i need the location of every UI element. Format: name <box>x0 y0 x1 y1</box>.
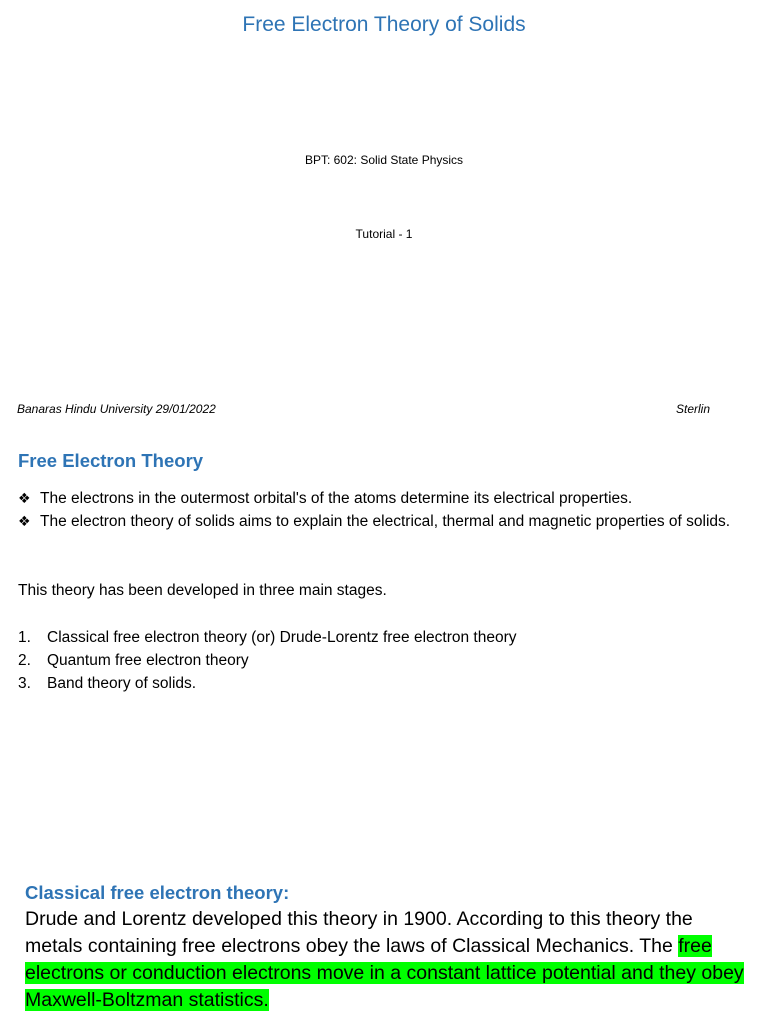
list-number: 3. <box>18 675 31 692</box>
footer-institution-date: Banaras Hindu University 29/01/2022 <box>17 402 216 416</box>
highlighted-text: free electrons or conduction electrons move in a constant lattice potential and they obey Maxwell-Boltzman statistics. <box>25 935 744 1011</box>
bullet-text: The electron theory of solids aims to explain the electrical, thermal and magnetic properties of solids. <box>40 513 731 530</box>
diamond-bullet-icon: ❖ <box>18 490 31 506</box>
footer-author: Sterlin <box>676 402 711 416</box>
diamond-bullet-icon: ❖ <box>18 513 31 529</box>
body-text: Drude and Lorentz developed this theory in 1900. According to this theory the metals containing free electrons obey the laws of Classical Mechanics. The <box>25 908 693 957</box>
list-item <box>18 510 760 533</box>
stage-text: Quantum free electron theory <box>47 652 249 669</box>
classical-theory-heading: Classical free electron theory: <box>25 882 290 903</box>
stages-list <box>18 626 760 695</box>
list-number: 2. <box>18 652 31 669</box>
classical-theory-body <box>25 906 755 1014</box>
bullet-list <box>18 487 760 533</box>
stage-text: Classical free electron theory (or) Drude-Lorentz free electron theory <box>47 629 517 646</box>
bullet-text: The electrons in the outermost orbital's of the atoms determine its electrical properties. <box>40 490 633 507</box>
tutorial-label: Tutorial - 1 <box>355 227 413 241</box>
list-number: 1. <box>18 629 31 646</box>
stage-text: Band theory of solids. <box>47 675 197 692</box>
list-item <box>18 487 760 510</box>
list-item <box>18 672 760 695</box>
page-title: Free Electron Theory of Solids <box>242 13 526 36</box>
list-item <box>18 649 760 672</box>
course-label: BPT: 602: Solid State Physics <box>304 153 464 167</box>
list-item <box>18 626 760 649</box>
stages-intro: This theory has been developed in three main stages. <box>18 582 387 599</box>
section-heading: Free Electron Theory <box>18 450 204 471</box>
